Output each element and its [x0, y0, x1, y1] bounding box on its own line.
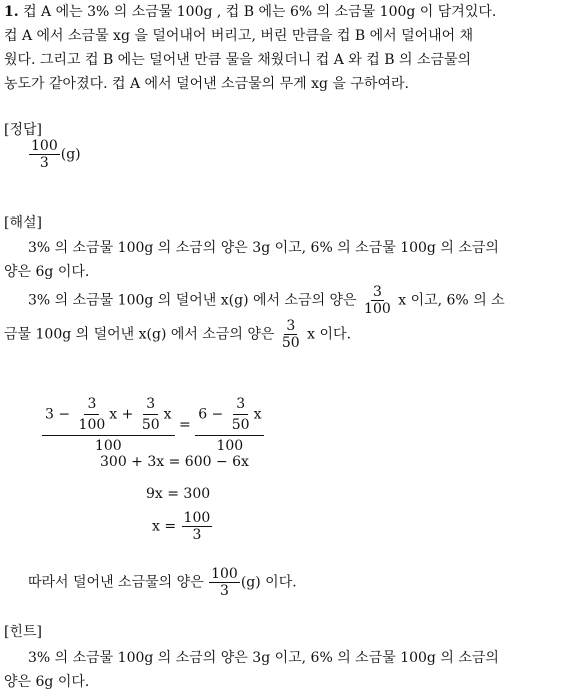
- fraction-denominator: 100: [364, 301, 391, 318]
- eq-text: x: [253, 406, 262, 423]
- question-text-1: 컵 A 에는 3% 의 소금물 100g , 컵 B 에는 6% 의 소금물 100g 이 담겨있다.: [23, 4, 497, 20]
- answer-unit: (g): [60, 146, 81, 163]
- equation-1-left-denominator: 100: [94, 438, 122, 455]
- fraction-3-over-100: [362, 284, 393, 317]
- equation-1: [42, 396, 264, 454]
- explanation-p2-text-c: 금물 100g 의 덜어낸 x(g) 에서 소금의 양은: [4, 326, 275, 343]
- equation-1-right: [195, 396, 264, 454]
- fraction-100-over-3: [209, 566, 240, 599]
- question-line-2: 컵 A 에서 소금물 xg 을 덜어내어 버리고, 버린 만큼을 컵 B 에서 덜어내어 채: [4, 28, 474, 44]
- question-line-1: [4, 2, 569, 24]
- fraction-numerator: 3: [372, 284, 382, 300]
- fraction-denominator: 50: [141, 417, 160, 434]
- explanation-p1-line2: 양은 6g 이다.: [4, 264, 90, 280]
- fraction-3-over-50: [280, 318, 302, 351]
- fraction-numerator: 3: [233, 396, 248, 415]
- hint-line-1: 3% 의 소금물 100g 의 소금의 양은 3g 이고, 6% 의 소금물 100g 의 소금의: [28, 650, 499, 666]
- question-number: 1.: [4, 4, 19, 20]
- hint-line-2: 양은 6g 이다.: [4, 674, 90, 690]
- answer-denominator: 3: [39, 155, 49, 172]
- equals-sign: =: [179, 417, 196, 434]
- eq-text: 6 −: [198, 406, 224, 423]
- equation-4: [152, 510, 213, 543]
- equation-4-left: x =: [152, 518, 177, 535]
- answer-label: [정답]: [4, 122, 42, 138]
- equation-1-left: [42, 396, 175, 454]
- fraction-denominator: 3: [192, 527, 202, 544]
- fraction-numerator: 3: [286, 318, 296, 334]
- hint-label: [힌트]: [4, 624, 42, 640]
- explanation-p2-text-d: x 이다.: [307, 326, 352, 343]
- equation-1-right-numerator: [195, 396, 264, 436]
- explanation-label: [해설]: [4, 215, 42, 231]
- eq-text: x +: [109, 406, 134, 423]
- fraction-100-over-3: [182, 510, 213, 543]
- question-line-4: 농도가 같아졌다. 컵 A 에서 덜어낸 소금물의 무게 xg 을 구하여라.: [4, 76, 409, 92]
- fraction-numerator: 3: [143, 396, 158, 415]
- explanation-p2-line2: [4, 318, 569, 351]
- explanation-p2-text-b: x 이고, 6% 의 소: [398, 292, 505, 309]
- explanation-p2-text-a: 3% 의 소금물 100g 의 덜어낸 x(g) 에서 소금의 양은: [28, 292, 357, 309]
- fraction-denominator: 50: [281, 335, 300, 352]
- equation-1-right-denominator: 100: [216, 438, 244, 455]
- fraction-3-over-50: [139, 396, 163, 433]
- eq-text: 3 −: [45, 406, 71, 423]
- explanation-p1-line1: 3% 의 소금물 100g 의 소금의 양은 3g 이고, 6% 의 소금물 100g 의 소금의: [28, 240, 499, 256]
- question-line-3: 웠다. 그리고 컵 B 에는 덜어낸 만큼 물을 채웠더니 컵 A 와 컵 B 의 소금물의: [4, 52, 472, 68]
- fraction-denominator: 50: [231, 417, 250, 434]
- fraction-numerator: 100: [211, 566, 238, 582]
- explanation-p2-line1: [4, 284, 569, 317]
- answer-value: [28, 138, 569, 171]
- fraction-3-over-50: [229, 396, 253, 433]
- fraction-numerator: 3: [84, 396, 99, 415]
- explanation-conclusion: [4, 566, 569, 599]
- equation-2: 300 + 3x = 600 − 6x: [100, 454, 249, 470]
- equation-3: 9x = 300: [146, 486, 211, 502]
- equation-1-left-numerator: [42, 396, 175, 436]
- conclusion-text-a: 따라서 덜어낸 소금물의 양은: [28, 574, 204, 591]
- fraction-denominator: 100: [78, 417, 106, 434]
- answer-numerator: 100: [31, 138, 58, 154]
- conclusion-text-b: (g) 이다.: [240, 574, 297, 591]
- eq-text: x: [163, 406, 172, 423]
- fraction-denominator: 3: [220, 583, 229, 600]
- fraction-numerator: 100: [183, 510, 211, 526]
- answer-fraction: [29, 138, 60, 171]
- fraction-3-over-100: [76, 396, 109, 433]
